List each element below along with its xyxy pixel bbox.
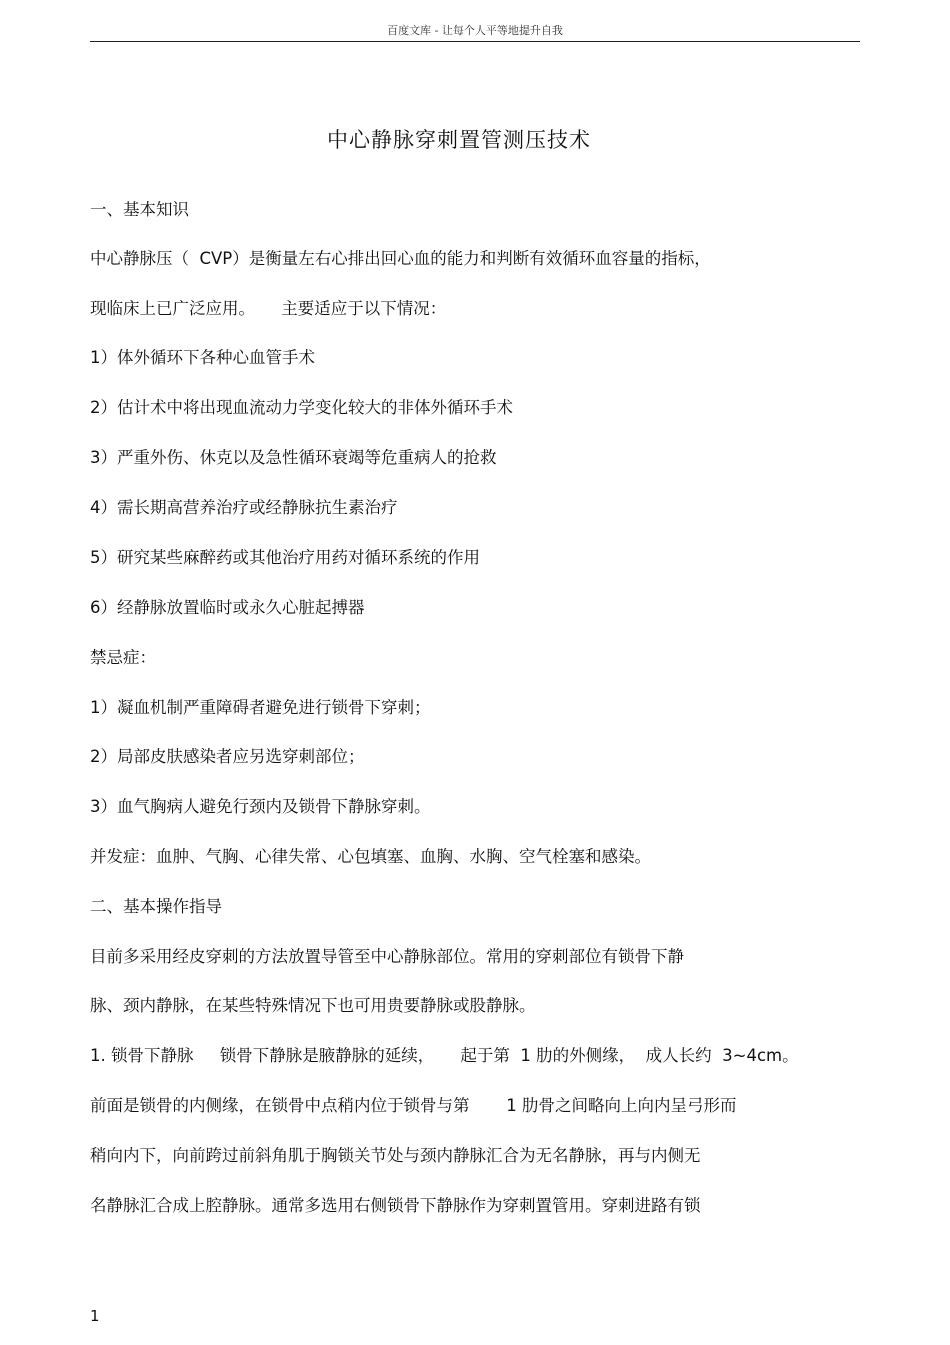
complications-line: 并发症：血肿、气胸、心律失常、心包填塞、血胸、水胸、空气栓塞和感染。 — [90, 847, 651, 866]
list-item: 2）估计术中将出现血流动力学变化较大的非体外循环手术 — [90, 398, 513, 417]
body-line: 前面是锁骨的内侧缘，在锁骨中点稍内位于锁骨与第 1 肋骨之间略向上向内呈弓形而 — [90, 1096, 737, 1115]
list-item: 3）严重外伤、休克以及急性循环衰竭等危重病人的抢救 — [90, 448, 497, 467]
document-title: 中心静脉穿刺置管测压技术 — [327, 128, 591, 152]
page-header: 百度文库 - 让每个人平等地提升自我 — [387, 24, 563, 37]
contraindications-heading: 禁忌症： — [90, 648, 156, 667]
section-heading-basic-knowledge: 一、基本知识 — [90, 200, 189, 219]
body-line: 目前多采用经皮穿刺的方法放置导管至中心静脉部位。常用的穿刺部位有锁骨下静 — [90, 947, 684, 966]
header-divider — [90, 41, 860, 42]
list-item: 6）经静脉放置临时或永久心脏起搏器 — [90, 598, 365, 617]
body-line: 脉、颈内静脉，在某些特殊情况下也可用贵要静脉或股静脉。 — [90, 996, 536, 1015]
body-line: 中心静脉压（ CVP）是衡量左右心排出回心血的能力和判断有效循环血容量的指标， — [90, 249, 711, 268]
list-item: 1）凝血机制严重障碍者避免进行锁骨下穿刺； — [90, 698, 431, 717]
list-item: 2）局部皮肤感染者应另选穿刺部位； — [90, 747, 365, 766]
list-item: 1）体外循环下各种心血管手术 — [90, 348, 315, 367]
section-heading-operation-guide: 二、基本操作指导 — [90, 897, 222, 916]
body-line: 1. 锁骨下静脉 锁骨下静脉是腋静脉的延续， 起于第 1 肋的外侧缘， 成人长约 3~4cm。 — [90, 1046, 799, 1065]
list-item: 3）血气胸病人避免行颈内及锁骨下静脉穿刺。 — [90, 797, 431, 816]
list-item: 5）研究某些麻醉药或其他治疗用药对循环系统的作用 — [90, 548, 480, 567]
body-line: 稍向内下，向前跨过前斜角肌于胸锁关节处与颈内静脉汇合为无名静脉，再与内侧无 — [90, 1146, 701, 1165]
body-line: 现临床上已广泛应用。 主要适应于以下情况： — [90, 299, 447, 318]
list-item: 4）需长期高营养治疗或经静脉抗生素治疗 — [90, 498, 398, 517]
page-number: 1 — [90, 1307, 100, 1325]
body-line: 名静脉汇合成上腔静脉。通常多选用右侧锁骨下静脉作为穿刺置管用。穿刺进路有锁 — [90, 1196, 701, 1215]
